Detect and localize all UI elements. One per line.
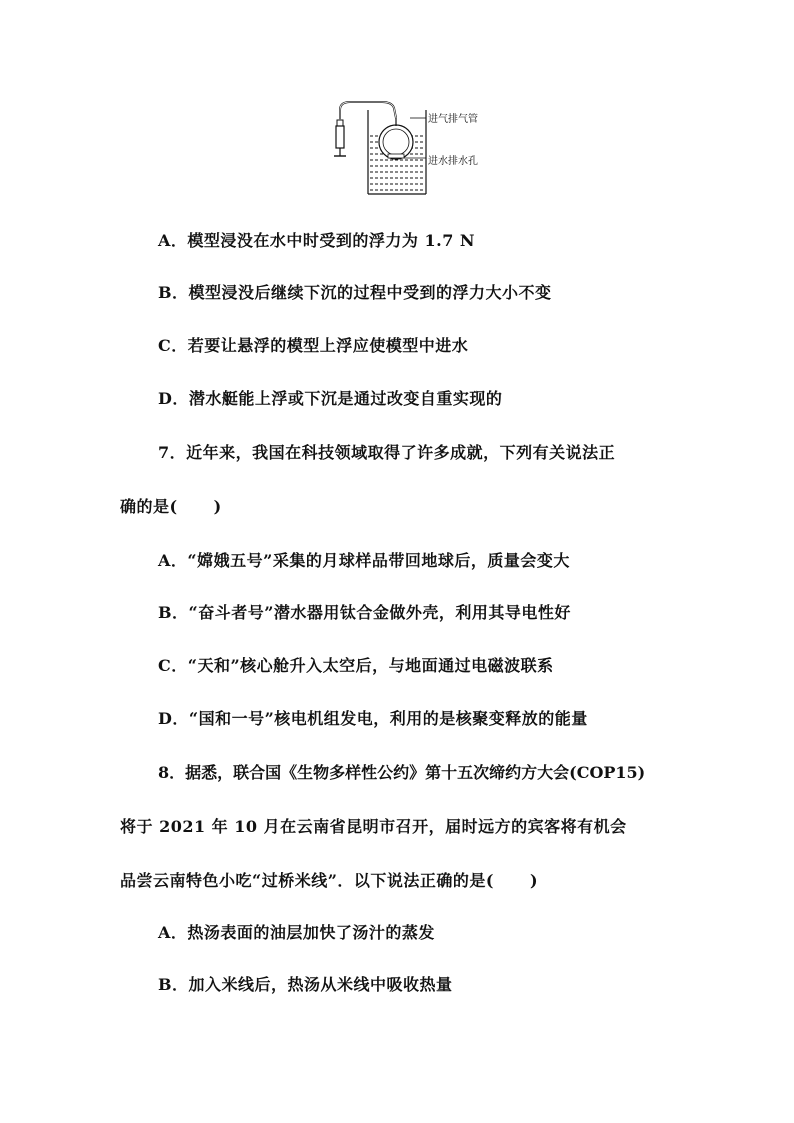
- submarine-model-figure: [330, 96, 510, 198]
- figure-label-water-hole: 进水排水孔: [428, 156, 478, 167]
- apparatus-diagram: [330, 96, 510, 198]
- q8-stem-line3: [120, 868, 538, 891]
- q8-stem-line2: 将于 2021 年 10 月在云南省昆明市召开，届时远方的宾客将有机会: [120, 817, 627, 836]
- q8-stem-text: 品尝云南特色小吃“过桥米线”．以下说法正确的是(: [120, 871, 494, 890]
- q6-option-b: B．模型浸没后继续下沉的过程中受到的浮力大小不变: [158, 283, 552, 302]
- figure-label-intake-tube: 进气排气管: [428, 114, 478, 125]
- q7-option-d: D．“国和一号”核电机组发电，利用的是核聚变释放的能量: [158, 709, 588, 728]
- q8-stem-close: ): [529, 871, 539, 890]
- q7-stem-text: 确的是(: [120, 497, 178, 516]
- q7-stem-line2: [120, 494, 222, 517]
- q8-option-b: B．加入米线后，热汤从米线中吸收热量: [158, 975, 453, 994]
- q8-stem-line1: 8．据悉，联合国《生物多样性公约》第十五次缔约方大会(COP15): [158, 763, 646, 782]
- q6-option-a: A．模型浸没在水中时受到的浮力为 1.7 N: [158, 231, 476, 250]
- q7-option-b: B．“奋斗者号”潜水器用钛合金做外壳，利用其导电性好: [158, 603, 571, 622]
- q7-option-c: C．“天和”核心舱升入太空后，与地面通过电磁波联系: [158, 656, 554, 675]
- q7-stem-line1: 7．近年来，我国在科技领域取得了许多成就，下列有关说法正: [158, 443, 616, 462]
- q7-stem-close: ): [213, 497, 222, 516]
- q7-option-a: A．“嫦娥五号”采集的月球样品带回地球后，质量会变大: [158, 551, 570, 570]
- q6-option-c: C．若要让悬浮的模型上浮应使模型中进水: [158, 336, 469, 355]
- q8-option-a: A．热汤表面的油层加快了汤汁的蒸发: [158, 923, 435, 942]
- q6-option-d: D．潜水艇能上浮或下沉是通过改变自重实现的: [158, 389, 503, 408]
